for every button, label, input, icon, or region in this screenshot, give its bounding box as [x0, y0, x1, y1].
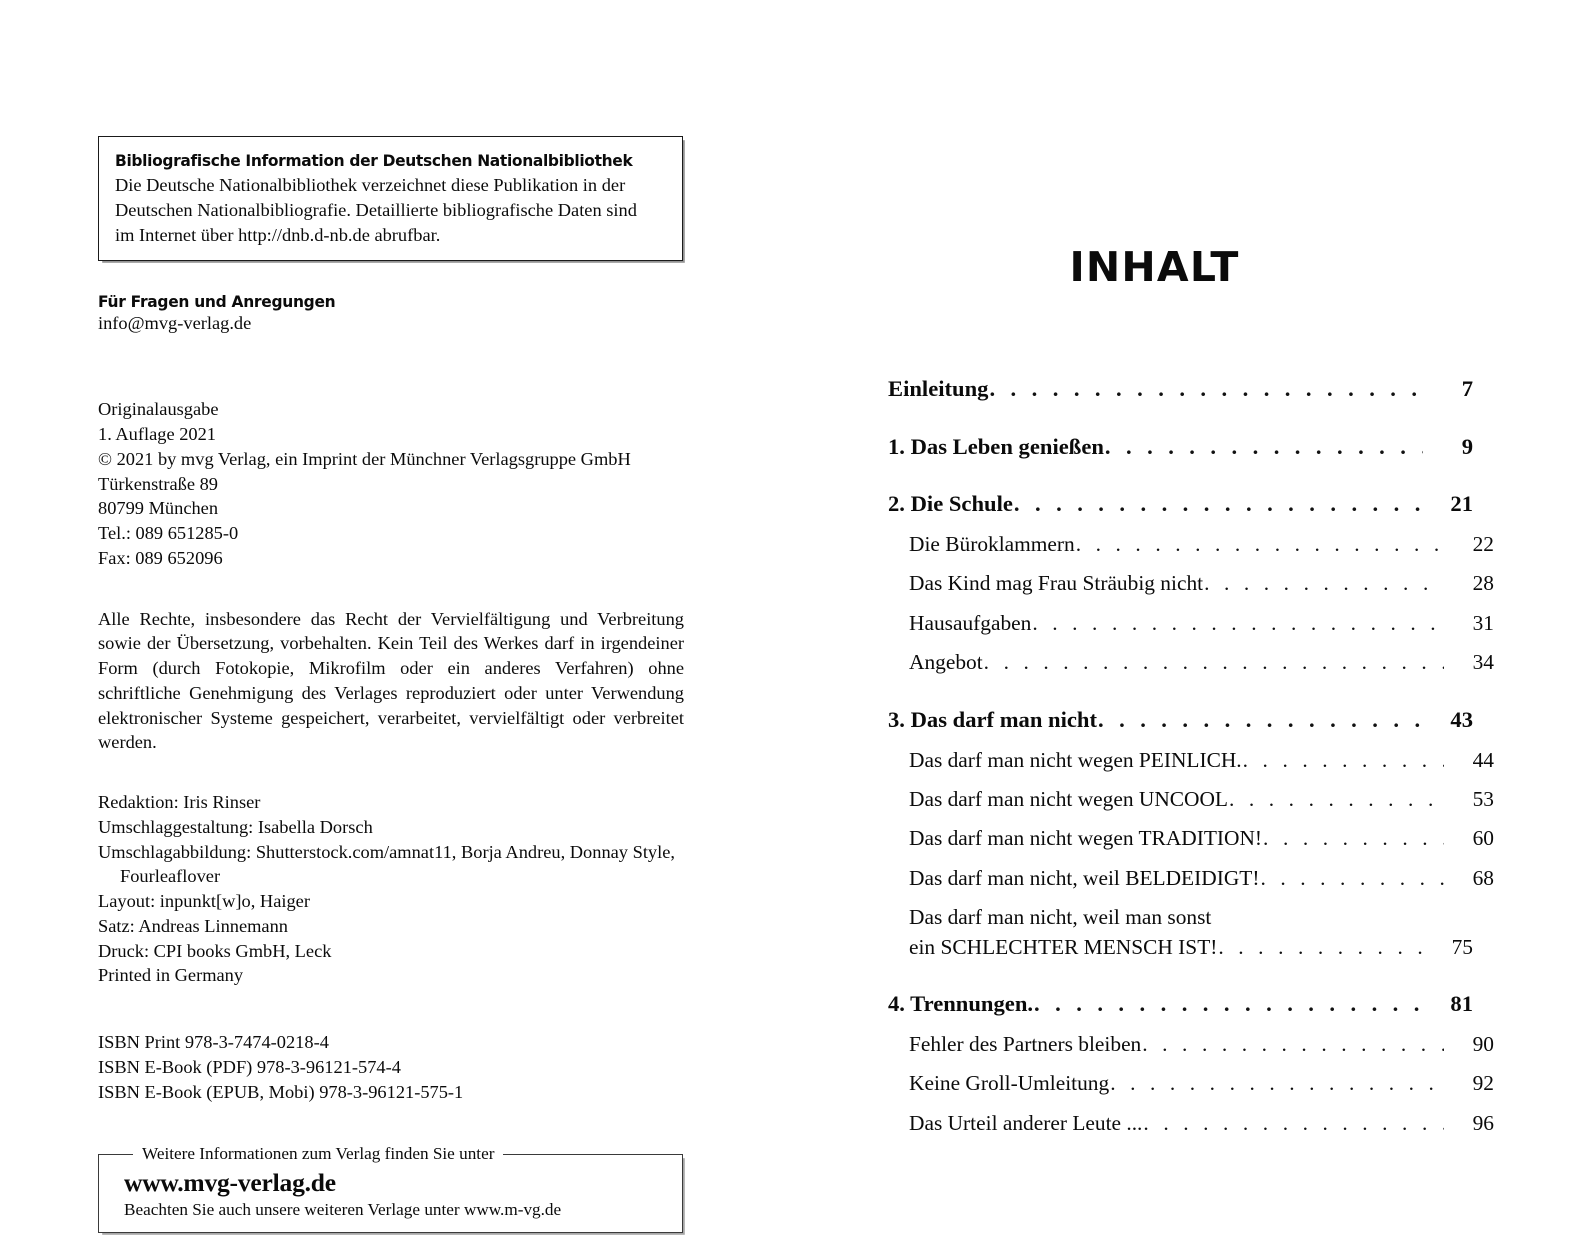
credit-umschlagabbildung: Umschlagabbildung: Shutterstock.com/amnat11, Borja Andreu, Donnay Style, Fourleaflover: [98, 841, 675, 887]
rights-reserved-paragraph: Alle Rechte, insbesondere das Recht der Vervielfältigung und Verbreitung sowie der Übersetzung, vorbehalten. Kein Teil des Werkes darf in irgendeiner Form (durch Fotokopie, Mikrofilm oder ein anderes Verfahren) ohne schriftliche Genehmigung des Verlages reproduziert oder unter Verwendung elektronischer Systeme gespeichert, verarbeitet, vervielfältigt oder verbreitet werden.: [98, 608, 684, 753]
toc-entry-label: Fehler des Partners bleiben: [909, 1031, 1142, 1056]
credit-layout: Layout: inpunkt[w]o, Haiger: [98, 891, 310, 912]
bibliographic-line-3: im Internet über http://dnb.d-nb.de abrufbar.: [115, 224, 441, 245]
toc-subentry-uncool[interactable]: [888, 787, 1494, 812]
toc-entry-page: 34: [1472, 650, 1494, 675]
toc-entry-page: 90: [1472, 1031, 1494, 1056]
bibliographic-body: [115, 173, 666, 247]
spacer: [98, 755, 684, 790]
toc-entry-page: 31: [1472, 610, 1494, 635]
bibliographic-information-box: [98, 136, 683, 261]
isbn-print: ISBN Print 978-3-7474-0218-4: [98, 1032, 329, 1053]
credit-druck: Druck: CPI books GmbH, Leck: [98, 940, 332, 961]
spacer: [98, 335, 684, 397]
credits-block: [98, 790, 684, 988]
toc-subentry-hausaufgaben[interactable]: [888, 611, 1494, 636]
publisher-city: 80799 München: [98, 498, 219, 519]
toc-entry-page: 7: [1461, 376, 1473, 401]
toc-entry-label: 1. Das Leben genießen: [888, 433, 1104, 459]
toc-entry-label: Das darf man nicht wegen PEINLICH.: [909, 747, 1242, 772]
toc-entry-page: 96: [1472, 1110, 1494, 1135]
spacer: [98, 571, 684, 607]
publisher-website-url[interactable]: www.mvg-verlag.de: [124, 1168, 336, 1198]
toc-entry-page: 60: [1472, 826, 1494, 851]
toc-list: [888, 376, 1494, 1136]
toc-entry-label: Das darf man nicht, weil BELDEIDIGT!: [909, 865, 1260, 890]
credit-satz: Satz: Andreas Linnemann: [98, 915, 288, 936]
toc-entry-label: 3. Das darf man nicht: [888, 706, 1098, 732]
toc-entry-chapter-4[interactable]: [888, 991, 1473, 1018]
spacer: [98, 261, 684, 292]
edition-number: 1. Auflage 2021: [98, 424, 216, 445]
publisher-promo-box: [98, 1144, 683, 1233]
dot-leader: [1142, 1032, 1444, 1057]
bibliographic-line-1: Die Deutsche Nationalbibliothek verzeichnet diese Publikation in der: [115, 175, 626, 196]
dot-leader: [1076, 532, 1444, 557]
page-title: INHALT: [1069, 243, 1240, 291]
toc-entry-label: Die Büroklammern: [909, 531, 1075, 556]
toc-entry-page: 44: [1472, 747, 1494, 772]
dot-leader: [1204, 571, 1444, 596]
promo-legend: Weitere Informationen zum Verlag finden Sie unter: [142, 1144, 495, 1164]
toc-entry-label: 4. Trennungen.: [888, 991, 1034, 1017]
dot-leader: [1229, 787, 1444, 812]
dot-leader: [1263, 826, 1444, 851]
imprint-column: [98, 136, 684, 1233]
toc-subentry-keine-groll-umleitung[interactable]: [888, 1071, 1494, 1096]
toc-entry-page: 92: [1472, 1071, 1494, 1096]
isbn-epub: ISBN E-Book (EPUB, Mobi) 978-3-96121-575-1: [98, 1081, 464, 1102]
contact-heading: Für Fragen und Anregungen: [98, 291, 336, 311]
publisher-street: Türkenstraße 89: [98, 473, 219, 494]
toc-subentry-das-kind-mag-frau-straeubig-nicht[interactable]: [888, 571, 1494, 596]
bibliographic-line-2: Deutschen Nationalbibliografie. Detaillierte bibliografische Daten sind: [115, 200, 637, 221]
toc-entry-page: 21: [1450, 491, 1473, 517]
toc-entry-page: 53: [1472, 786, 1494, 811]
toc-entry-label: Hausaufgaben: [909, 610, 1032, 635]
dot-leader: [1014, 491, 1423, 518]
dot-leader: [984, 650, 1444, 675]
toc-entry-page: 81: [1450, 991, 1473, 1017]
credit-umschlaggestaltung: Umschlaggestaltung: Isabella Dorsch: [98, 816, 373, 837]
dot-leader: [989, 376, 1423, 403]
toc-subentry-die-bueroklammern[interactable]: [888, 532, 1494, 557]
toc-subentry-tradition[interactable]: [888, 826, 1494, 851]
dot-leader: [1110, 1071, 1444, 1096]
isbn-block: [98, 1030, 684, 1104]
toc-entry-page: 28: [1472, 571, 1494, 596]
toc-entry-einleitung[interactable]: [888, 376, 1473, 403]
spacer: [98, 988, 684, 1030]
publisher-phone: Tel.: 089 651285-0: [98, 523, 239, 544]
toc-entry-chapter-1[interactable]: [888, 434, 1473, 461]
isbn-pdf: ISBN E-Book (PDF) 978-3-96121-574-4: [98, 1056, 401, 1077]
publisher-fax: Fax: 089 652096: [98, 547, 223, 568]
toc-entry-label: Angebot: [909, 650, 983, 675]
credit-printed-in: Printed in Germany: [98, 965, 244, 986]
edition-type: Originalausgabe: [98, 399, 219, 420]
toc-entry-label: Einleitung: [888, 376, 989, 401]
dot-leader: [1105, 434, 1423, 461]
toc-entry-chapter-3[interactable]: [888, 707, 1473, 734]
table-of-contents-page: [797, 0, 1594, 1240]
toc-subentry-beldeidigt[interactable]: [888, 866, 1494, 891]
contact-email: info@mvg-verlag.de: [98, 312, 252, 333]
toc-entry-label: Keine Groll-Umleitung: [909, 1071, 1110, 1096]
promo-note: Beachten Sie auch unsere weiteren Verlage unter www.m-vg.de: [124, 1200, 562, 1220]
toc-subentry-fehler-des-partners-bleiben[interactable]: [888, 1032, 1494, 1057]
spacer: [98, 1104, 684, 1144]
toc-subentry-angebot[interactable]: [888, 650, 1494, 675]
toc-entry-label-line-1: Das darf man nicht, weil man sonst: [909, 905, 1212, 930]
dot-leader: [1243, 748, 1444, 773]
toc-entry-page: 9: [1461, 433, 1473, 459]
credit-redaktion: Redaktion: Iris Rinser: [98, 792, 261, 813]
toc-entry-chapter-2[interactable]: [888, 491, 1473, 518]
dot-leader: [1143, 1111, 1444, 1136]
toc-entry-label: 2. Die Schule: [888, 491, 1013, 517]
dot-leader: [1218, 935, 1423, 960]
dot-leader: [1034, 991, 1423, 1018]
copyright-line: © 2021 by mvg Verlag, ein Imprint der Münchner Verlagsgruppe GmbH: [98, 448, 631, 469]
toc-entry-label: Das darf man nicht wegen UNCOOL: [909, 786, 1228, 811]
toc-entry-page: 43: [1450, 706, 1473, 732]
dot-leader: [1260, 866, 1444, 891]
toc-entry-page: 22: [1472, 531, 1494, 556]
toc-entry-label: Das Urteil anderer Leute ...: [909, 1110, 1143, 1135]
toc-entry-label: Das Kind mag Frau Sträubig nicht: [909, 571, 1204, 596]
toc-subentry-das-urteil-anderer-leute[interactable]: [888, 1111, 1494, 1136]
toc-subentry-schlechter-mensch[interactable]: [888, 905, 1473, 960]
dot-leader: [1032, 611, 1444, 636]
toc-entry-page: 68: [1472, 865, 1494, 890]
toc-subentry-peinlich[interactable]: [888, 748, 1494, 773]
toc-entry-label: ein SCHLECHTER MENSCH IST!: [909, 934, 1218, 959]
toc-entry-page: 75: [1451, 934, 1473, 959]
bibliographic-heading: Bibliografische Information der Deutschen Nationalbibliothek: [115, 151, 633, 170]
imprint-details: [98, 397, 684, 570]
toc-entry-label: Das darf man nicht wegen TRADITION!: [909, 826, 1263, 851]
dot-leader: [1098, 707, 1423, 734]
